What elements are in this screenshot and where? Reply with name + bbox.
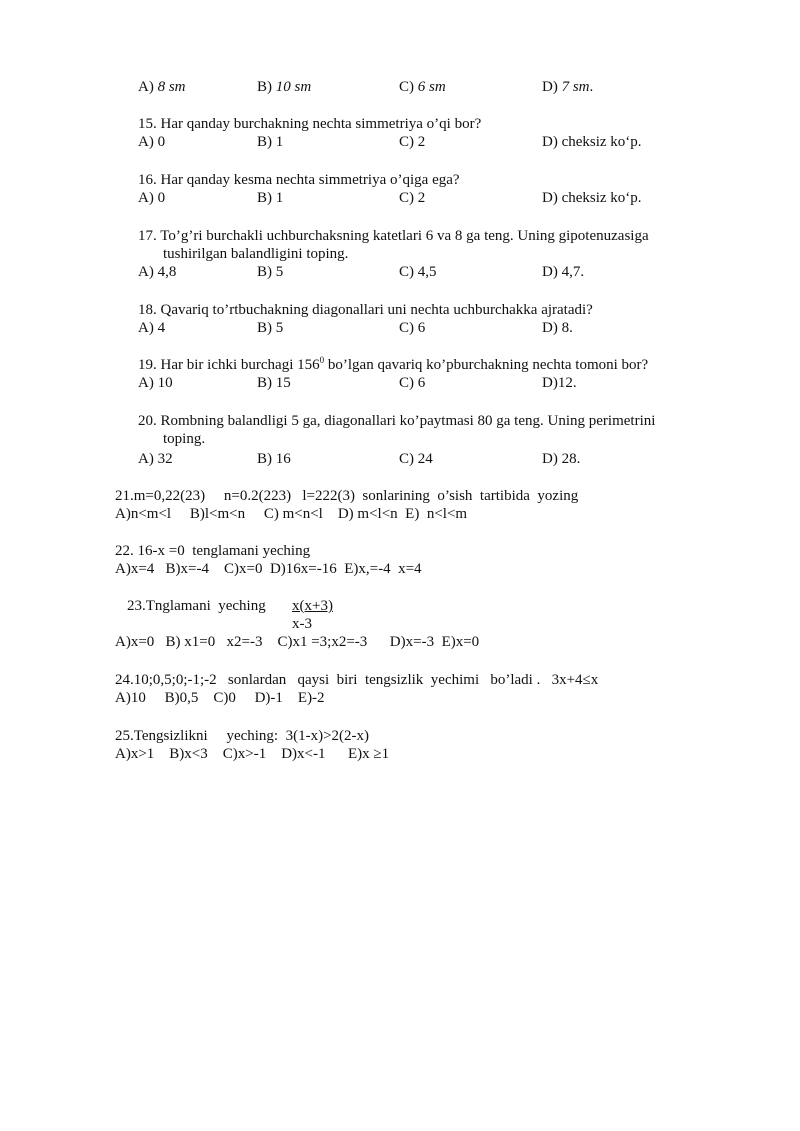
q14-option-b: B) 10 sm [257,79,312,95]
q24-text: 24.10;0,5;0;-1;-2 sonlardan qaysi biri tengsizlik yechimi bo’ladi . 3x+4≤x [115,672,599,688]
q17-option-a: A) 4,8 [138,264,177,280]
q19-options [0,374,800,392]
q21-text: 21.m=0,22(23) n=0.2(223) l=222(3) sonlarining o’sish tartibida yozing [115,488,579,504]
q22-text: 22. 16-x =0 tenglamani yeching [115,543,311,559]
q14-option-c: C) 6 sm [399,79,446,95]
q15-option-b: B) 1 [257,134,284,150]
q18-option-c: C) 6 [399,320,426,336]
degree-superscript: 0 [319,355,325,365]
q18-option-a: A) 4 [138,320,166,336]
q18-options [0,319,800,337]
q16-option-d: D) cheksiz ko‘p. [542,190,642,206]
q17-text-line2: tushirilgan balandligini toping. [163,246,349,262]
q22-options: A)x=4 B)x=-4 C)x=0 D)16x=-16 E)x,=-4 x=4 [115,561,422,577]
q23-denominator: x-3 [292,616,312,632]
q20-option-d: D) 28. [542,451,581,467]
q23-options: A)x=0 B) x1=0 x2=-3 C)x1 =3;x2=-3 D)x=-3 E)x=0 [115,634,480,650]
q17-text-line1: 17. To’g’ri burchakli uchburchaksning katetlari 6 va 8 ga teng. Uning gipotenuzasiga [138,228,649,244]
q20-text-line1: 20. Rombning balandligi 5 ga, diagonallari ko’paytmasi 80 ga teng. Uning perimetrini [138,413,656,429]
q16-option-c: C) 2 [399,190,426,206]
q19-option-b: B) 15 [257,375,291,391]
q19-option-a: A) 10 [138,375,173,391]
q18-option-b: B) 5 [257,320,284,336]
q14-option-a: A) 8 sm [138,79,186,95]
q25-text: 25.Tengsizlikni yeching: 3(1-x)>2(2-x) [115,728,370,744]
q21-options: A)n<m<l B)l<m<n C) m<n<l D) m<l<n E) n<l<m [115,506,468,522]
q20-option-c: C) 24 [399,451,433,467]
q20-option-a: A) 32 [138,451,173,467]
q24-options: A)10 B)0,5 C)0 D)-1 E)-2 [115,690,325,706]
q16-options [0,189,800,207]
q18-option-d: D) 8. [542,320,573,336]
q20-options [0,450,800,468]
q19-option-c: C) 6 [399,375,426,391]
q17-option-d: D) 4,7. [542,264,585,280]
q25-options: A)x>1 B)x<3 C)x>-1 D)x<-1 E)x ≥1 [115,746,390,762]
q16-option-b: B) 1 [257,190,284,206]
q20-text-line2: toping. [163,431,206,447]
q19-text: 19. Har bir ichki burchagi $156^0$ bo’lgan qavariq ko’pburchakning nechta tomoni bor? [138,355,649,373]
q17-option-b: B) 5 [257,264,284,280]
q16-text: 16. Har qanday kesma nechta simmetriya o’qiga ega? [138,172,460,188]
q23-text: 23.Tnglamani yeching [127,598,266,614]
q18-text: 18. Qavariq to’rtbuchakning diagonallari uni nechta uchburchakka ajratadi? [138,302,593,318]
q17-option-c: C) 4,5 [399,264,437,280]
q15-options [0,133,800,151]
q16-option-a: A) 0 [138,190,166,206]
q14-option-d: D) 7 sm. [542,79,594,95]
q17-options [0,263,800,281]
q14-options [0,78,800,96]
q15-text: 15. Har qanday burchakning nechta simmetriya o’qi bor? [138,116,482,132]
q15-option-d: D) cheksiz ko‘p. [542,134,642,150]
q20-option-b: B) 16 [257,451,291,467]
q23-numerator: x(x+3) [292,598,333,614]
q19-option-d: D)12. [542,375,577,391]
q15-option-c: C) 2 [399,134,426,150]
q15-option-a: A) 0 [138,134,166,150]
